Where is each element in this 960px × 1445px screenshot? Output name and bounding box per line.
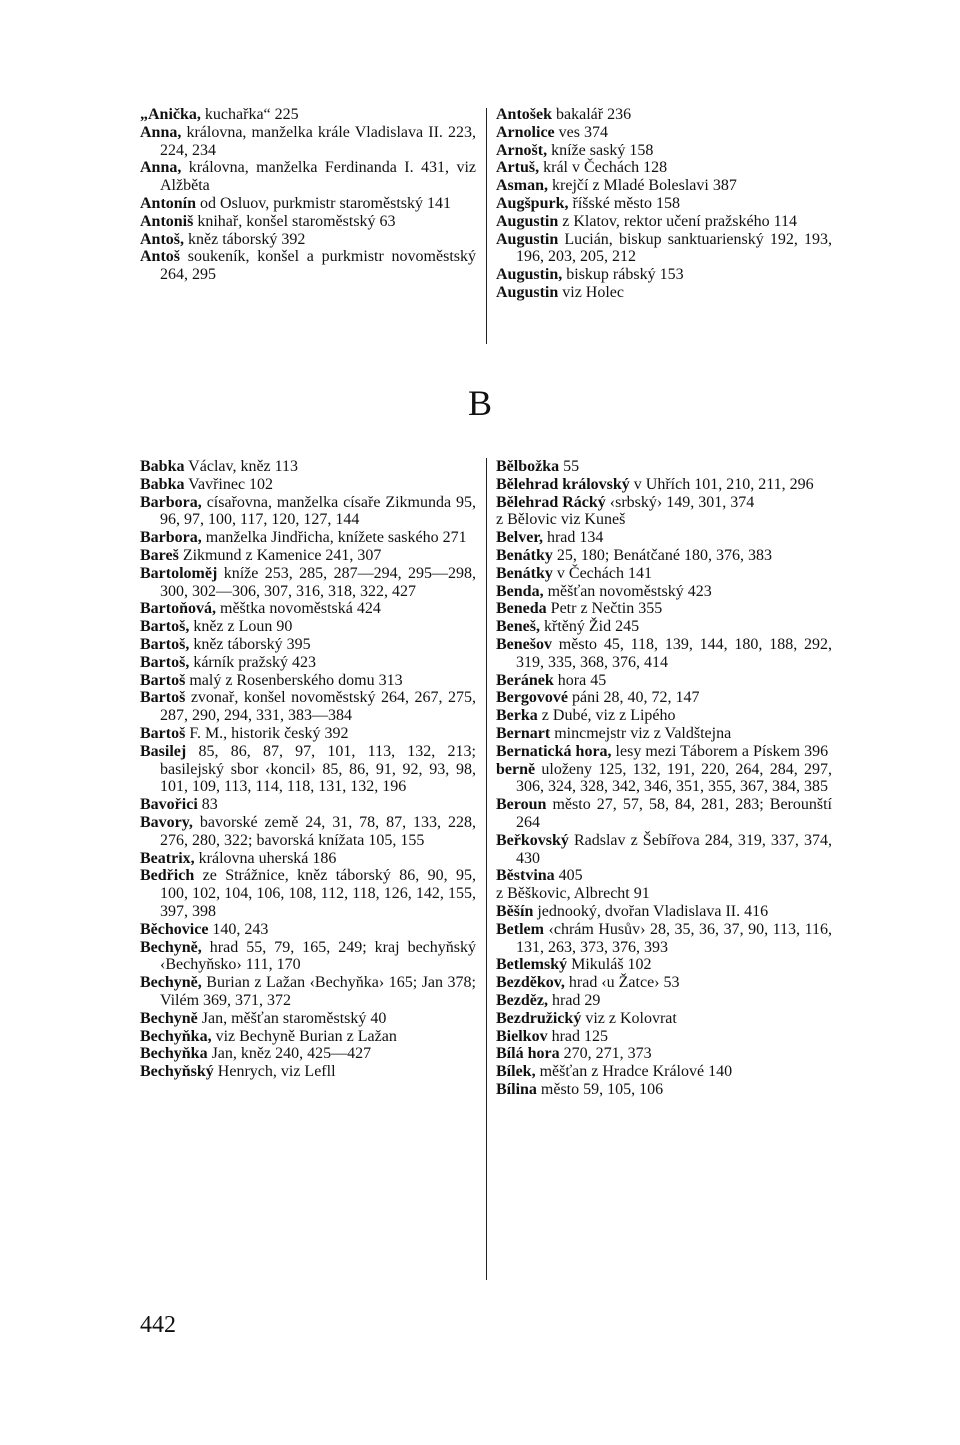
index-entry	[140, 547, 476, 565]
index-headword: Benátky	[496, 546, 553, 564]
index-locators: kněz táborský 392	[184, 230, 306, 248]
index-entry	[140, 529, 476, 547]
index-headword: Bartoloměj	[140, 564, 218, 582]
index-locators: uloženy 125, 132, 191, 220, 264, 284, 297, 306, 324, 328, 342, 346, 351, 355, 367, 384, 385	[516, 760, 832, 796]
index-locators: kníže saský 158	[547, 141, 654, 159]
index-locators: hora 45	[553, 671, 607, 689]
index-entry	[140, 106, 476, 124]
index-entry	[496, 618, 832, 636]
index-entry	[140, 1010, 476, 1028]
index-headword: Asman,	[496, 177, 549, 195]
index-entry	[496, 266, 832, 284]
index-headword: Augšpurk,	[496, 194, 569, 212]
index-headword: Antoš,	[140, 230, 185, 248]
index-entry	[496, 636, 832, 672]
index-headword: Bělehrad Rácký	[496, 493, 606, 511]
index-headword: Artuš,	[496, 159, 540, 177]
index-entry	[140, 636, 476, 654]
index-headword: Beřkovský	[496, 831, 569, 849]
index-entry	[140, 248, 476, 284]
index-headword: Bezděkov,	[496, 974, 565, 992]
index-locators: lesy mezi Táborem a Pískem 396	[611, 742, 829, 760]
index-headword: Bartoš	[140, 671, 186, 689]
index-entry	[140, 1028, 476, 1046]
index-headword: Belver,	[496, 529, 543, 547]
index-entry	[140, 618, 476, 636]
index-headword: Bartoš	[140, 724, 186, 742]
index-entry	[140, 814, 476, 850]
index-headword: Bartoš,	[140, 618, 190, 636]
index-entry	[140, 494, 476, 530]
index-entry	[140, 974, 476, 1010]
index-entry	[496, 1063, 832, 1081]
index-headword: Basilej	[140, 742, 187, 760]
index-headword: Bernatická hora,	[496, 742, 612, 760]
index-locators: ze Strážnice, kněz táborský 86, 90, 95, 100, 102, 104, 106, 108, 112, 118, 126, 142, 155, 397, 398	[160, 867, 476, 920]
index-headword: Běchovice	[140, 920, 209, 938]
index-entry	[496, 494, 832, 512]
index-headword: Antoniš	[140, 212, 194, 230]
index-entry	[496, 476, 832, 494]
index-locators: z Běškovic, Albrecht 91	[496, 885, 650, 903]
index-locators: královna uherská 186	[194, 849, 337, 867]
index-entry	[496, 1028, 832, 1046]
index-entry	[496, 511, 832, 529]
index-locators: bakalář 236	[552, 106, 632, 123]
index-locators: hrad 29	[547, 991, 601, 1009]
index-entry	[496, 195, 832, 213]
index-entry	[496, 106, 832, 124]
index-headword: Beroun	[496, 796, 547, 814]
index-locators: biskup rábský 153	[562, 266, 684, 284]
index-headword: Bechyně,	[140, 938, 202, 956]
index-locators: Burian z Lažan ‹Bechyňka› 165; Jan 378; Vilém 369, 371, 372	[160, 974, 476, 1009]
index-locators: hrad 55, 79, 165, 249; kraj bechyňský ‹Bechyňsko› 111, 170	[160, 938, 476, 974]
index-headword: Bílina	[496, 1080, 537, 1098]
index-locators: bavorské země 24, 31, 78, 87, 133, 228, 276, 280, 322; bavorská knížata 105, 155	[160, 813, 476, 849]
index-entry	[496, 231, 832, 267]
index-entry	[140, 565, 476, 601]
index-headword: Anna,	[140, 159, 182, 177]
index-entry	[496, 867, 832, 885]
index-locators: 25, 180; Benátčané 180, 376, 383	[552, 546, 772, 564]
index-locators: Vavřinec 102	[184, 475, 274, 493]
index-headword: Augustin	[496, 230, 559, 248]
index-locators: viz Holec	[558, 283, 624, 301]
index-locators: 83	[197, 796, 218, 814]
index-entry	[496, 832, 832, 868]
column-divider-top	[486, 108, 487, 344]
index-entry	[140, 159, 476, 195]
index-entry	[496, 529, 832, 547]
index-headword: Antonín	[140, 194, 197, 212]
index-locators: Jan, kněz 240, 425—427	[207, 1045, 372, 1063]
index-locators: kníže 253, 285, 287—294, 295—298, 300, 302—306, 307, 316, 318, 322, 427	[160, 564, 476, 600]
index-entry	[496, 1045, 832, 1063]
index-locators: páni 28, 40, 72, 147	[567, 689, 700, 707]
index-entry	[140, 195, 476, 213]
index-locators: v Uhřích 101, 210, 211, 296	[629, 475, 814, 493]
index-entry	[496, 142, 832, 160]
index-locators: město 45, 118, 139, 144, 180, 188, 292, 319, 335, 368, 376, 414	[516, 635, 832, 671]
index-column-a-right	[496, 106, 832, 302]
index-entry	[496, 1010, 832, 1028]
index-entry	[496, 885, 832, 903]
index-locators: manželka Jindřicha, knížete saského 271	[201, 529, 467, 547]
index-entry	[496, 707, 832, 725]
index-locators: ‹srbský› 149, 301, 374	[605, 493, 755, 511]
index-locators: Lucián, biskup sanktuarienský 192, 193, 196, 203, 205, 212	[516, 230, 832, 266]
index-headword: Benátky	[496, 564, 553, 582]
index-entry	[496, 600, 832, 618]
index-entry	[140, 725, 476, 743]
index-locators: Jan, měšťan staroměstský 40	[197, 1009, 387, 1027]
index-headword: Bartoš,	[140, 635, 190, 653]
index-entry	[140, 672, 476, 690]
index-headword: Betlem	[496, 920, 544, 938]
index-headword: Bechyňka,	[140, 1027, 212, 1045]
index-column-b-left	[140, 458, 476, 1081]
index-entry	[496, 565, 832, 583]
index-headword: Betlemský	[496, 956, 568, 974]
index-entry	[140, 850, 476, 868]
column-divider-bottom	[486, 458, 487, 1280]
index-headword: Běstvina	[496, 867, 555, 885]
index-entry	[496, 689, 832, 707]
index-headword: Bavořici	[140, 796, 198, 814]
index-locators: měšťan z Hradce Králové 140	[535, 1063, 733, 1081]
index-locators: město 59, 105, 106	[536, 1080, 664, 1098]
index-locators: Petr z Nečtin 355	[546, 600, 663, 618]
index-entry	[496, 583, 832, 601]
index-locators: zvonař, konšel novoměstský 264, 267, 275, 287, 290, 294, 331, 383—384	[160, 689, 476, 725]
index-entry	[496, 903, 832, 921]
index-locators: jednooký, dvořan Vladislava II. 416	[533, 902, 769, 920]
index-entry	[140, 124, 476, 160]
index-locators: od Osluov, purkmistr staroměstský 141	[196, 194, 451, 212]
index-headword: Beneda	[496, 600, 547, 618]
index-locators: kárník pražský 423	[189, 653, 316, 671]
index-entry	[496, 177, 832, 195]
index-locators: viz z Kolovrat	[581, 1009, 677, 1027]
index-headword: Bergovové	[496, 689, 568, 707]
index-locators: 140, 243	[208, 920, 269, 938]
index-locators: soukeník, konšel a purkmistr novoměstský 264, 295	[160, 248, 476, 284]
index-headword: Bílá hora	[496, 1045, 560, 1063]
index-headword: berně	[496, 760, 536, 778]
index-locators: ‹chrám Husův› 28, 35, 36, 37, 90, 113, 116, 131, 263, 373, 376, 393	[516, 920, 832, 956]
index-headword: Antoš	[140, 248, 181, 266]
index-locators: z Bělovic viz Kuneš	[496, 511, 626, 529]
index-headword: Bechyně,	[140, 974, 202, 992]
index-locators: F. M., historik český 392	[185, 724, 349, 742]
index-entry	[496, 725, 832, 743]
index-headword: Augustin	[496, 283, 559, 301]
index-headword: Benešov	[496, 635, 552, 653]
index-locators: Henrych, viz Lefll	[213, 1063, 336, 1081]
index-entry	[140, 1045, 476, 1063]
index-headword: Bartoš	[140, 689, 186, 707]
index-entry	[496, 974, 832, 992]
index-headword: Bernart	[496, 724, 551, 742]
index-locators: Václav, kněz 113	[184, 458, 299, 475]
index-entry	[496, 743, 832, 761]
index-entry	[140, 231, 476, 249]
index-headword: Barbora,	[140, 529, 202, 547]
index-locators: císařovna, manželka císaře Zikmunda 95, 96, 97, 100, 117, 120, 127, 144	[160, 493, 476, 529]
index-headword: Bezděz,	[496, 991, 548, 1009]
index-locators: město 27, 57, 58, 84, 281, 283; Berounští 264	[516, 796, 832, 831]
index-entry	[496, 284, 832, 302]
index-entry	[496, 921, 832, 957]
index-headword: „Anička,	[140, 106, 201, 123]
index-entry	[496, 672, 832, 690]
index-headword: Antošek	[496, 106, 553, 123]
index-entry	[496, 213, 832, 231]
index-entry	[496, 1081, 832, 1099]
index-entry	[140, 654, 476, 672]
index-locators: královna, manželka krále Vladislava II. 223, 224, 234	[160, 123, 476, 159]
index-locators: ves 374	[554, 123, 608, 141]
index-headword: Berka	[496, 707, 538, 725]
index-locators: hrad ‹u Žatce› 53	[564, 974, 680, 992]
index-headword: Barbora,	[140, 493, 202, 511]
index-headword: Běšín	[496, 902, 534, 920]
index-headword: Bedřich	[140, 867, 195, 885]
index-locators: kněz z Loun 90	[189, 618, 293, 636]
index-locators: 405	[554, 867, 583, 885]
index-headword: Bělehrad královský	[496, 475, 630, 493]
index-locators: krejčí z Mladé Boleslavi 387	[548, 177, 737, 195]
index-locators: královna, manželka Ferdinanda I. 431, viz Alžběta	[160, 159, 476, 195]
index-locators: král v Čechách 128	[539, 159, 668, 177]
index-locators: křtěný Žid 245	[540, 618, 640, 636]
index-locators: Zikmund z Kamenice 241, 307	[178, 546, 382, 564]
index-entry	[140, 939, 476, 975]
index-headword: Babka	[140, 475, 185, 493]
index-locators: knihař, konšel staroměstský 63	[193, 212, 396, 230]
index-column-b-right	[496, 458, 832, 1099]
index-entry	[140, 743, 476, 796]
index-locators: měšťan novoměstský 423	[543, 582, 712, 600]
index-locators: hrad 125	[547, 1027, 608, 1045]
index-headword: Babka	[140, 458, 185, 475]
index-locators: v Čechách 141	[552, 564, 652, 582]
index-headword: Bělbožka	[496, 458, 560, 475]
index-entry	[496, 761, 832, 797]
index-locators: malý z Rosenberského domu 313	[185, 671, 403, 689]
index-locators: kuchařka“ 225	[200, 106, 299, 123]
index-headword: Augustin	[496, 212, 559, 230]
index-entry	[496, 159, 832, 177]
index-headword: Bavory,	[140, 813, 193, 831]
index-entry	[140, 213, 476, 231]
index-entry	[140, 867, 476, 920]
index-headword: Bartoňová,	[140, 600, 216, 618]
index-entry	[140, 1063, 476, 1081]
index-locators: 55	[559, 458, 580, 475]
index-locators: hrad 134	[542, 529, 604, 547]
index-headword: Bartoš,	[140, 653, 190, 671]
index-locators: mincmejstr viz z Valdštejna	[550, 724, 732, 742]
index-headword: Bielkov	[496, 1027, 548, 1045]
index-headword: Bílek,	[496, 1063, 536, 1081]
index-headword: Anna,	[140, 123, 182, 141]
index-headword: Augustin,	[496, 266, 563, 284]
index-entry	[496, 547, 832, 565]
index-locators: z Dubé, viz z Lipého	[537, 707, 676, 725]
index-headword: Bechyňský	[140, 1063, 214, 1081]
index-headword: Bareš	[140, 546, 179, 564]
index-headword: Bechyňka	[140, 1045, 208, 1063]
index-locators: 85, 86, 87, 97, 101, 113, 132, 213; basilejský sbor ‹koncil› 85, 86, 91, 92, 93, 98, 101, 109, 113, 114, 118, 131, 132, 196	[160, 742, 476, 796]
index-locators: měštka novoměstská 424	[216, 600, 381, 618]
index-entry	[496, 124, 832, 142]
index-entry	[140, 796, 476, 814]
index-locators: říšské město 158	[568, 194, 681, 212]
index-entry	[140, 600, 476, 618]
index-entry	[140, 921, 476, 939]
section-letter: B	[467, 383, 492, 423]
index-locators: kněz táborský 395	[189, 635, 311, 653]
index-headword: Arnošt,	[496, 141, 548, 159]
index-locators: Mikuláš 102	[567, 956, 652, 974]
index-headword: Beatrix,	[140, 849, 195, 867]
index-entry	[496, 992, 832, 1010]
index-locators: Radslav z Šebířova 284, 319, 337, 374, 430	[516, 831, 832, 867]
index-headword: Bezdružický	[496, 1009, 582, 1027]
index-locators: z Klatov, rektor učení pražského 114	[558, 212, 797, 230]
index-entry	[140, 476, 476, 494]
index-entry	[496, 796, 832, 832]
index-headword: Bechyně	[140, 1009, 198, 1027]
index-headword: Benda,	[496, 582, 544, 600]
index-entry	[496, 956, 832, 974]
index-entry	[140, 458, 476, 476]
index-headword: Beránek	[496, 671, 554, 689]
index-locators: 270, 271, 373	[559, 1045, 652, 1063]
index-locators: viz Bechyně Burian z Lažan	[211, 1027, 397, 1045]
index-headword: Beneš,	[496, 618, 540, 636]
index-entry	[496, 458, 832, 476]
index-headword: Arnolice	[496, 123, 555, 141]
index-column-a-left	[140, 106, 476, 284]
page-number: 442	[140, 1312, 176, 1338]
index-entry	[140, 689, 476, 725]
